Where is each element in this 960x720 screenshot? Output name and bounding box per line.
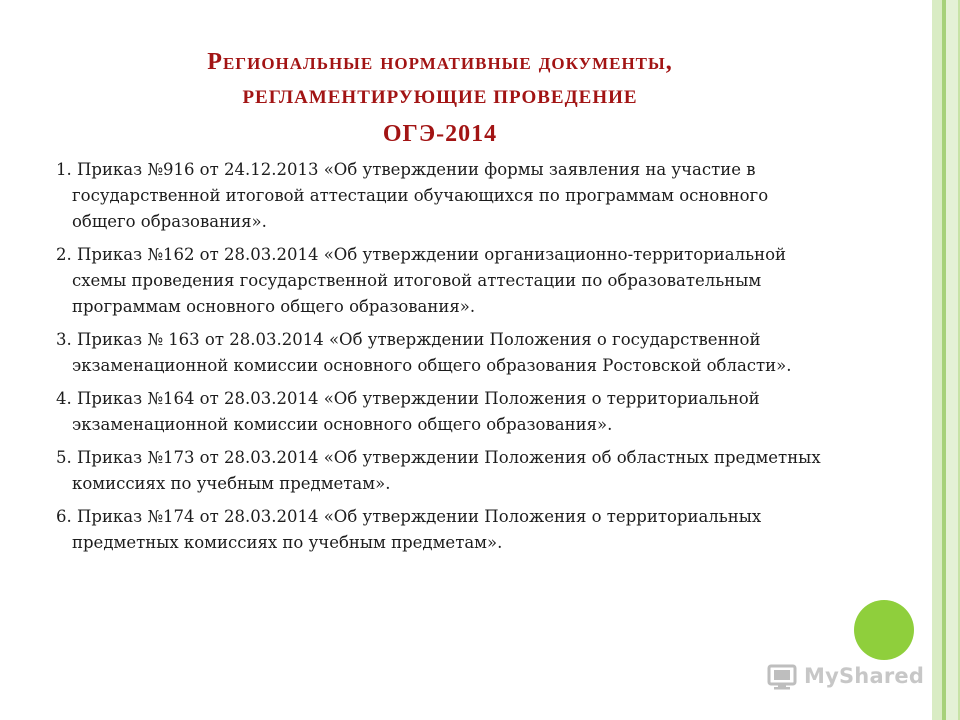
document-item-5: 5. Приказ №173 от 28.03.2014 «Об утверждении Положения об областных предметных комиссиях по учебным предметам».	[56, 448, 821, 493]
document-item-2: 2. Приказ №162 от 28.03.2014 «Об утверждении организационно-территориальной схемы проведения государственной итоговой аттестации по образовательным программам основного общего образования».	[56, 245, 787, 316]
watermark-logo-icon	[766, 661, 800, 691]
watermark-text: MyShared	[804, 664, 925, 688]
slide-title	[60, 44, 820, 152]
title-line-2: РЕГЛАМЕНТИРУЮЩИЕ ПРОВЕДЕНИЕ	[242, 87, 638, 108]
document-item-4: 4. Приказ №164 от 28.03.2014 «Об утверждении Положения о территориальной экзаменационной комиссии основного общего образования».	[56, 389, 760, 434]
decorative-circle	[854, 600, 914, 660]
title-line-1: Региональные нормативные документы,	[207, 49, 673, 75]
document-list	[56, 157, 826, 563]
watermark	[766, 658, 926, 694]
title-line-3: ОГЭ-2014	[382, 121, 498, 147]
document-item-6: 6. Приказ №174 от 28.03.2014 «Об утверждении Положения о территориальных предметных комиссиях по учебным предметам».	[56, 507, 762, 552]
document-item-3: 3. Приказ № 163 от 28.03.2014 «Об утверждении Положения о государственной экзаменационной комиссии основного общего образования Ростовской области».	[56, 330, 792, 375]
decorative-stripe	[932, 0, 942, 720]
document-item-1: 1. Приказ №916 от 24.12.2013 «Об утверждении формы заявления на участие в государственной итоговой аттестации обучающихся по программам основного общего образования».	[56, 160, 769, 231]
